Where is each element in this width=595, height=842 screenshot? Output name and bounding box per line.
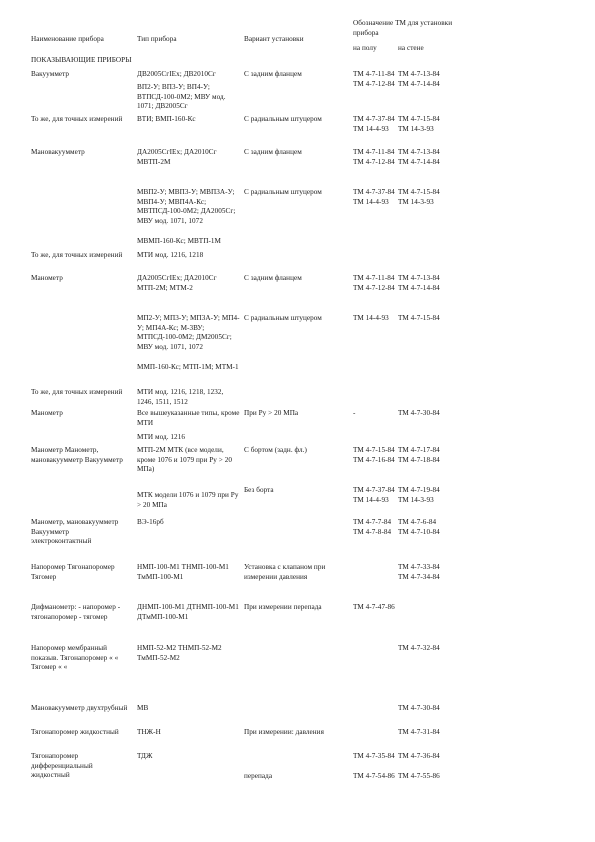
table-cell-r11-type: МТК модели 1076 и 1079 при Ру > 20 МПа (137, 491, 239, 509)
table-cell-r13-wall: ТМ 4-7-33-84 ТМ 4-7-34-84 (398, 563, 440, 581)
table-cell-r6-floor: ТМ 4-7-11-84 ТМ 4-7-12-84 (353, 274, 395, 292)
table-cell-r1-name: Вакуумметр (31, 70, 70, 78)
table-cell-r1-var: С задним фланцем (244, 70, 302, 78)
table-cell-r3-type: ДА2005СгIЕх; ДА2010Сг МВТП-2М (137, 148, 217, 166)
table-cell-r3-floor: ТМ 4-7-11-84 ТМ 4-7-12-84 (353, 148, 395, 166)
table-cell-r16-name: Мановакуумметр двухтрубный (31, 704, 128, 712)
table-cell-r2-floor: ТМ 4-7-37-84 ТМ 14-4-93 (353, 115, 395, 133)
table-cell-r10-name: Манометр Манометр, мановакуумметр Вакуумметр (31, 446, 123, 464)
table-cell-r1-wall: ТМ 4-7-13-84 ТМ 4-7-14-84 (398, 70, 440, 88)
table-cell-r2-wall: ТМ 4-7-15-84 ТМ 14-3-93 (398, 115, 440, 133)
table-cell-r9-type2: МТИ мод. 1216 (137, 433, 185, 441)
table-cell-r12-floor: ТМ 4-7-7-84 ТМ 4-7-8-84 (353, 518, 392, 536)
table-cell-r12-wall: ТМ 4-7-6-84 ТМ 4-7-10-84 (398, 518, 440, 536)
table-cell-r14-var: При измерении перепада (244, 603, 322, 611)
table-cell-r7-var: С радиальным штуцером (244, 314, 322, 322)
table-cell-r13-name: Напоромер Тягонапоромер Тягомер (31, 563, 115, 581)
header-variant: Вариант установки (244, 35, 304, 43)
header-floor: на полу (353, 44, 377, 52)
table-cell-r8-type: МТИ мод. 1216, 1218, 1232, 1246, 1511, 1512 (137, 388, 224, 406)
table-cell-r1-floor: ТМ 4-7-11-84 ТМ 4-7-12-84 (353, 70, 395, 88)
header-type: Тип прибора (137, 35, 177, 43)
table-cell-r10-var: С бортом (задн. фл.) (244, 446, 307, 454)
table-cell-r4-floor: ТМ 4-7-37-84 ТМ 14-4-93 (353, 188, 395, 206)
table-cell-r13-var: Установка с клапаном при измерении давления (244, 563, 326, 581)
table-cell-r2-name: То же, для точных измерений (31, 115, 123, 123)
section-title: ПОКАЗЫВАЮЩИЕ ПРИБОРЫ (31, 56, 132, 64)
table-cell-r12-type: ВЭ-16рб (137, 518, 164, 526)
table-cell-r17-wall: ТМ 4-7-31-84 (398, 728, 440, 736)
table-cell-r16-wall: ТМ 4-7-30-84 (398, 704, 440, 712)
header-name: Наименование прибора (31, 35, 104, 43)
table-cell-r7-type: МП2-У; МП3-У; МП3А-У; МП4-У; МП4А-Кс; М-3ВУ; МТПСД-100-0М2; ДМ2005Сг; МВУ мод. 1071, 1072 (137, 314, 240, 351)
table-cell-r9-name: Манометр (31, 409, 63, 417)
table-cell-r14-floor: ТМ 4-7-47-86 (353, 603, 395, 611)
header-wall: на стене (398, 44, 424, 52)
table-cell-r18-floor2: ТМ 4-7-54-86 (353, 772, 395, 780)
table-cell-r15-type: НМП-52-М2 ТНМП-52-М2 ТмМП-52-М2 (137, 644, 222, 662)
table-cell-r18-name: Тягонапоромер дифференциальный жидкостный (31, 752, 93, 780)
table-cell-r2-type: ВТИ; ВМП-160-Кс (137, 115, 196, 123)
table-cell-r13-type: НМП-100-М1 ТНМП-100-М1 ТмМП-100-М1 (137, 563, 229, 581)
table-cell-r3-name: Мановакуумметр (31, 148, 85, 156)
table-cell-r18-floor: ТМ 4-7-35-84 (353, 752, 395, 760)
table-cell-r18-type: ТДЖ (137, 752, 153, 760)
table-cell-r10-type: МТП-2М МТК (все модели, кроме 1076 и 1079 при Ру > 20 МПа) (137, 446, 233, 474)
table-cell-r11-var: Без борта (244, 486, 274, 494)
table-cell-r9-wall: ТМ 4-7-30-84 (398, 409, 440, 417)
table-cell-r4-wall: ТМ 4-7-15-84 ТМ 14-3-93 (398, 188, 440, 206)
table-cell-r12-name: Манометр, мановакуумметр Вакуумметр электроконтактный (31, 518, 119, 546)
table-cell-r18-var2: перепада (244, 772, 273, 780)
table-cell-r8-name: То же, для точных измерений (31, 388, 123, 396)
table-cell-r14-type: ДНМП-100-М1 ДТНМП-100-М1 ДТмМП-100-М1 (137, 603, 239, 621)
table-cell-r15-name: Напоромер мембранный показыв. Тягонапоромер « « Тягомер « « (31, 644, 119, 672)
table-cell-r9-var: При Ру > 20 МПа (244, 409, 299, 417)
table-cell-r14-name: Дифманометр: - напоромер - тягонапоромер - тягомер (31, 603, 121, 621)
table-cell-r2-var: С радиальным штуцером (244, 115, 322, 123)
table-cell-r9-floor: - (353, 409, 356, 417)
table-cell-r7-wall: ТМ 4-7-15-84 (398, 314, 440, 322)
table-cell-r6-type: ДА2005СгIЕх; ДА2010Сг МТП-2М; МТМ-2 (137, 274, 217, 292)
table-cell-r7-type2: ММП-160-Кс; МТП-1М; МТМ-1 (137, 363, 239, 371)
table-cell-r18-wall2: ТМ 4-7-55-86 (398, 772, 440, 780)
table-cell-r6-var: С задним фланцем (244, 274, 302, 282)
table-cell-r1-type2: ВП2-У; ВП3-У; ВП4-У; ВТПСД-100-0М2; МВУ мод. 1071; ДВ2005Сг (137, 83, 226, 111)
table-cell-r11-floor: ТМ 4-7-37-84 ТМ 14-4-93 (353, 486, 395, 504)
table-cell-r10-floor: ТМ 4-7-15-84 ТМ 4-7-16-84 (353, 446, 395, 464)
table-cell-r17-name: Тягонапоромер жидкостный (31, 728, 119, 736)
table-cell-r10-wall: ТМ 4-7-17-84 ТМ 4-7-18-84 (398, 446, 440, 464)
table-cell-r11-wall: ТМ 4-7-19-84 ТМ 14-3-93 (398, 486, 440, 504)
table-cell-r4-type: МВП2-У; МВП3-У; МВП3А-У; МВП4-У; МВП4А-Кс; МВТПСД-100-0М2; ДА2005Сг; МВУ мод. 1071, 1072 (137, 188, 236, 225)
table-cell-r5-type: МТИ мод. 1216, 1218 (137, 251, 204, 259)
table-cell-r7-floor: ТМ 14-4-93 (353, 314, 389, 322)
table-cell-r5-name: То же, для точных измерений (31, 251, 123, 259)
table-cell-r18-wall: ТМ 4-7-36-84 (398, 752, 440, 760)
table-cell-r3-wall: ТМ 4-7-13-84 ТМ 4-7-14-84 (398, 148, 440, 166)
table-cell-r4-var: С радиальным штуцером (244, 188, 322, 196)
table-cell-r3-var: С задним фланцем (244, 148, 302, 156)
table-cell-r6-name: Манометр (31, 274, 63, 282)
table-cell-r4-type2: МВМП-160-Кс; МВТП-1М (137, 237, 221, 245)
table-cell-r17-type: ТНЖ-Н (137, 728, 161, 736)
table-cell-r6-wall: ТМ 4-7-13-84 ТМ 4-7-14-84 (398, 274, 440, 292)
table-cell-r9-type: Все вышеуказанные типы, кроме МТИ (137, 409, 240, 427)
header-designation: Обозначение ТМ для установки прибора (353, 19, 453, 37)
table-cell-r15-wall: ТМ 4-7-32-84 (398, 644, 440, 652)
table-cell-r1-type: ДВ2005СгIЕх; ДВ2010Сг (137, 70, 216, 78)
table-cell-r16-type: МВ (137, 704, 149, 712)
table-cell-r17-var: При измерении: давления (244, 728, 324, 736)
